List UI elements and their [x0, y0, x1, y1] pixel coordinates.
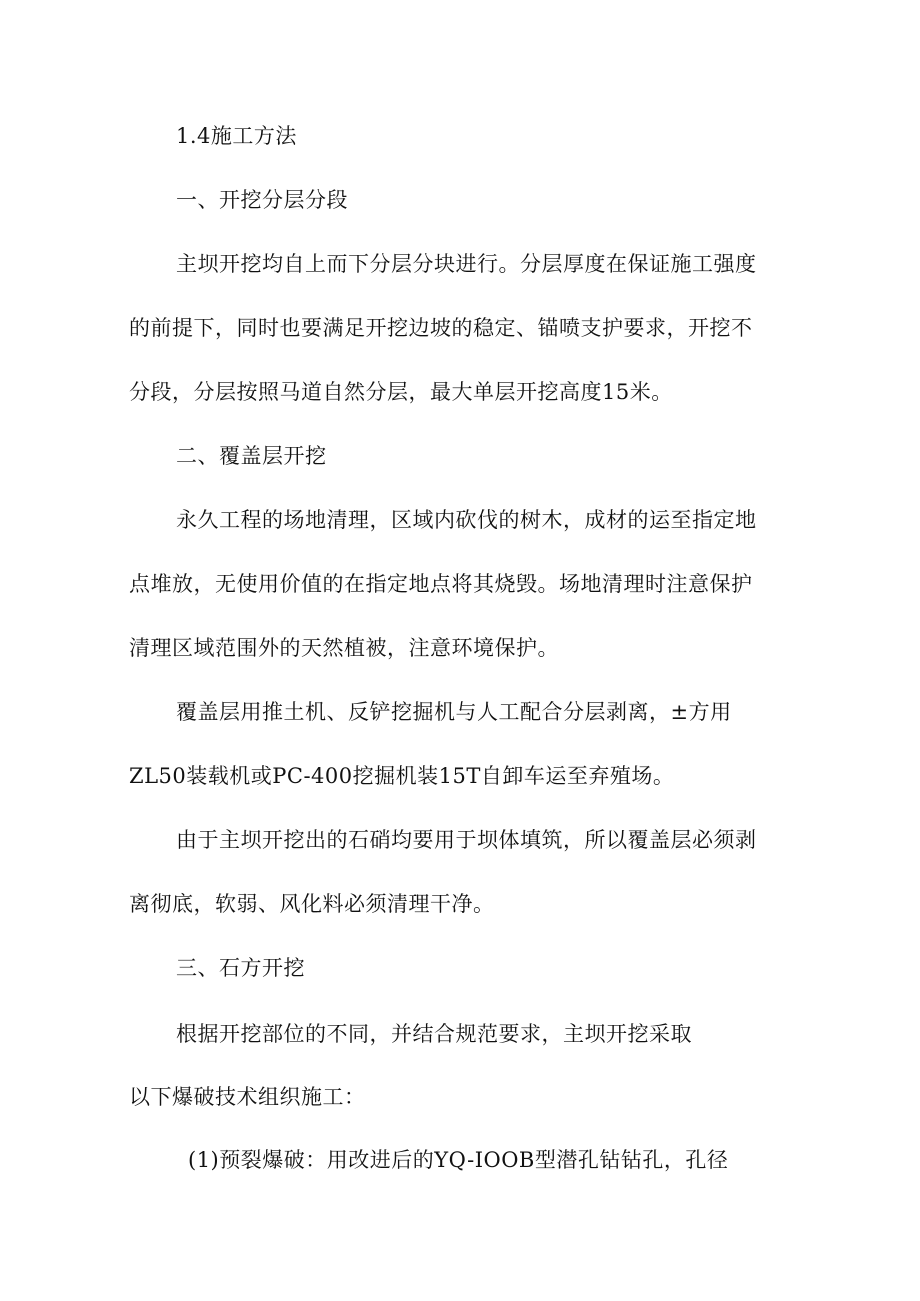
paragraph-line: 点堆放，无使用价值的在指定地点将其烧毁。场地清理时注意保护: [129, 572, 753, 596]
subheading-overburden: 二、覆盖层开挖: [176, 444, 327, 468]
paragraph-line: 永久工程的场地清理，区域内砍伐的树木，成材的运至指定地: [176, 508, 757, 532]
paragraph-line: 清理区域范围外的天然植被，注意环境保护。: [129, 636, 559, 660]
paragraph-line: 离彻底，软弱、风化料必须清理干净。: [129, 892, 495, 916]
paragraph-line: 以下爆破技术组织施工：: [129, 1085, 366, 1109]
paragraph-line: 主坝开挖均自上而下分层分块进行。分层厚度在保证施工强度: [176, 252, 757, 276]
paragraph-line: 由于主坝开挖出的石硝均要用于坝体填筑，所以覆盖层必须剥: [176, 828, 757, 852]
section-heading-1-4: 1.4施工方法: [176, 124, 297, 148]
paragraph-line: 的前提下，同时也要满足开挖边坡的稳定、锚喷支护要求，开挖不: [129, 316, 753, 340]
subheading-excavation-layers: 一、开挖分层分段: [176, 188, 348, 212]
paragraph-line: ZL50装载机或PC-400挖掘机装15T自卸车运至弃殖场。: [129, 764, 675, 788]
paragraph-line: 覆盖层用推土机、反铲挖掘机与人工配合分层剥离，±方用: [176, 700, 732, 724]
subheading-rock-excavation: 三、石方开挖: [176, 956, 305, 980]
paragraph-line: 根据开挖部位的不同，并结合规范要求，主坝开挖采取: [176, 1022, 692, 1046]
paragraph-line: 分段，分层按照马道自然分层，最大单层开挖高度15米。: [129, 380, 673, 404]
list-item-presplit-blasting: (1)预裂爆破：用改进后的YQ-IOOB型潜孔钻钻孔，孔径: [188, 1148, 729, 1172]
